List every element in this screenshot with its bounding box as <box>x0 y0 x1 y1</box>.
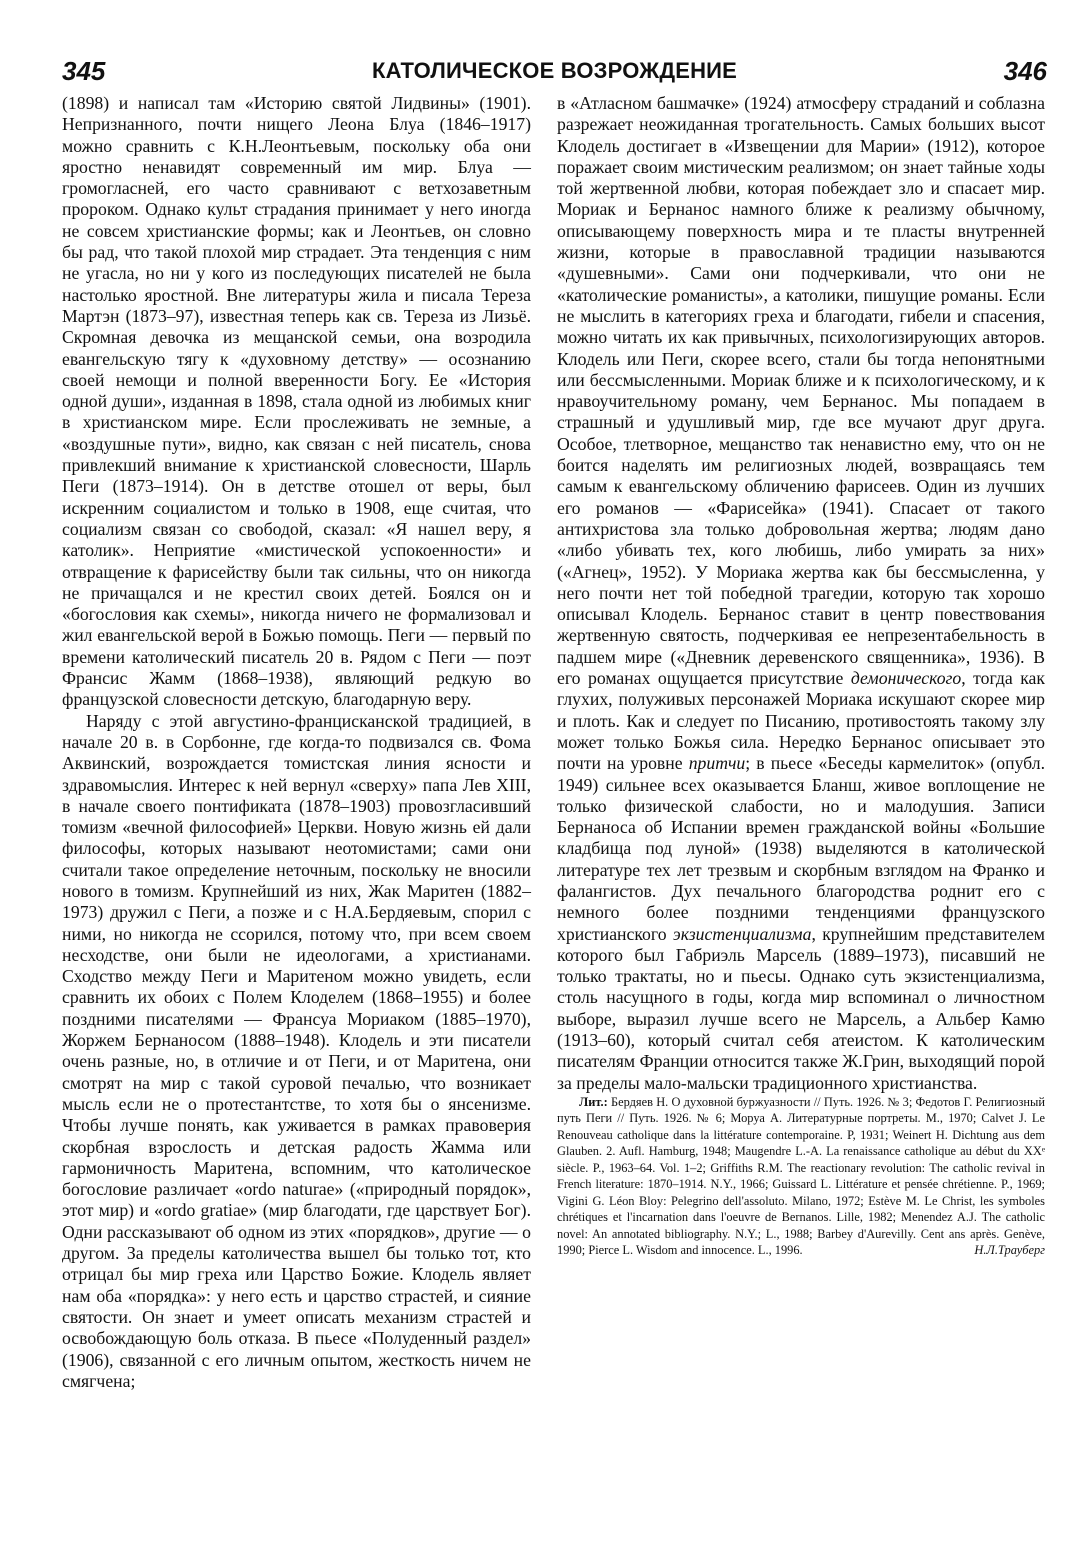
text-run: в «Атласном башмачке» (1924) атмосферу страданий и соблазна разрежает неожиданная трогательность. Самых больших высот Клодель достигает в «Извещении для Марии» (1912), которое поражает своим мистическим реализмом; он знает тайные ходы той жертвенной любви, которая побеждает зло и спасает мир. Мориак и Бернанос намного ближе к реализму обычному, описывающему поверхность мира и те пласты внутренней жизни, которые в православной традиции называются «душевными». Сами они подчеркивали, что они не «католические романисты», а католики, пишущие романы. Если не мыслить в категориях греха и благодати, гибели и спасения, можно читать их как привычных, психологизирующих авторов. Клодель или Пеги, скорее всего, стали бы тогда непонятными или бессмысленными. Мориак ближе и к психологическому, и к нравоучительному роману, чем Бернанос. Мы попадаем в страшный и удушливый мир, где все мучают друг друга. Особое, тлетворное, мещанство так ненавистно ему, что он не боится наделять им религиозных людей, возвращаясь тем самым к евангельскому обличению фарисеев. Один из лучших его романов — «Фарисейка» (1941). Спасает от такого антихристова зла только добровольная жертва; людям дано «либо убивать тех, кого любишь, либо умирать за них» («Агнец», 1952). У Мориака жертва как бы бессмысленна, у него почти нет той победной трагедии, которую так хорошо описывал Клодель. Бернанос ставит в центр повествования жертвенную святость, подчеркивая ее непрезентабельность в падшем мире («Дневник деревенского священника», 1936). В его романах ощущается присутствие <box>557 93 1045 689</box>
italic-term: демонического <box>850 668 962 689</box>
article-author: Н.Л.Трауберг <box>974 1243 1045 1258</box>
right-column <box>557 93 1045 1259</box>
text-run: , тогда как глухих, полуживых персонажей Мориака искушают скорее мир и плоть. Как и следует по Писанию, противостоять такому злу может только Божья сила. Нередко Бернанос описывает это почти на уровне <box>557 668 1045 774</box>
paragraph-claudel-mauriac-bernanos <box>557 93 1045 1094</box>
italic-term: притчи <box>688 753 746 774</box>
paragraph-neothomism: Наряду с этой августино-францисканской традицией, в начале 20 в. в Сорбонне, где когда-то подвизался св. Фома Аквинский, возрождается томистская линия ясности и здравомыслия. Интерес к ней вернул «сверху» папа Лев XIII, в начале своего понтификата (1878–1903) провозгласивший томизм «вечной философией» Церкви. Новую жизнь ей дали философы, которых называют неотомистами; сами они считали такое определение неточным, поскольку не вносили нового в томизм. Крупнейший из них, Жак Маритен (1882–1973) дружил с Пеги, а позже и с Н.А.Бердяевым, спорил с ними, но никогда не ссорился, потому что, при всем своем несходстве, они были не идеологами, а христианами. Сходство между Пеги и Маритеном можно увидеть, если сравнить их обоих с Полем Клоделем (1868–1955) и более поздними писателями — Франсуа Мориаком (1885–1970), Жоржем Бернаносом (1888–1948). Клодель и эти писатели очень разные, но, в отличие и от Пеги, и от Маритена, они смотрят на мир с такой суровой печалью, что возникает мысль если не о протестантстве, то хотя бы о янсенизме. Чтобы лучше понять, как уживается в рамках правоверия скорбная взрослость и детская радость Жамма или гармоничность Маритена, вспомним, что католическое богословие различает «ordo naturae» («природный порядок», этот мир) и «ordo gratiae» (мир благодати, где царствует Бог). Одни рассказывают об одном из этих «порядков», другие — о другом. За пределы католичества вышел бы только тот, кто отрицал бы мир греха или Царство Божие. Клодель являет нам оба «порядка»: у него есть и царство страстей, и сияние святости. Он знает и умеет описать механизм страстей и освобождающую боль отказа. В пьесе «Полуденный раздел» (1906), связанной с его личным опытом, жесткость ничем не смягчена; <box>62 710 531 1391</box>
bibliography <box>557 1094 1045 1259</box>
text-run: , крупнейшим представителем которого был Габриэль Марсель (1889–1973), писавший не только трактаты, но и пьесы. Однако суть экзистенциализма, столь насущного в годы, когда мир вспоминал о личностном выборе, выразил лучше всего не Марсель, а Альбер Камю (1913–60), который считал себя атеистом. К католическим писателям Франции относится также Ж.Грин, выходящий порой за пределы мало-мальски традиционного христианства. <box>557 923 1045 1093</box>
bibliography-text: Бердяев Н. О духовной буржуазности // Путь. 1926. № 3; Федотов Г. Религиозный путь Пеги // Путь. 1926. № 6; Моруа А. Литературные портреты. М., 1970; Calvet J. Le Renouveau catholique dans la littérature contemporaine. P, 1931; Weinert H. Dichtung aus dem Glauben. 2. Aufl. Hamburg, 1948; Maugendre L.-A. La renaissance catholique au début du XXᵉ siècle. P., 1963–64. Vol. 1–2; Griffiths R.M. The reactionary revolution: The catholic revival in French literature: 1870–1914. N.Y., 1966; Guissard L. Littérature et pensée chrétienne. P., 1969; Vigini G. Léon Bloy: Pelegrino dell'assoluto. Milano, 1972; Estève M. Le Christ, les symboles chrétiques et l'incarnation dans l'oeuvre de Bernanos. Lille, 1982; Menendez A.J. The catholic novel: An annotated bibliography. N.Y.; L., 1988; Barbey d'Aurevilly. Cent ans après. Genève, 1990; Pierce L. Wisdom and innocence. L., 1996. <box>557 1094 1045 1258</box>
page-number-right: 346 <box>1003 56 1047 86</box>
running-title: КАТОЛИЧЕСКОЕ ВОЗРОЖДЕНИЕ <box>371 58 738 83</box>
text-run: ; в пьесе «Беседы кармелиток» (опубл. 1949) сильнее всех оказывается Бланш, живое воплощение не только физической слабости, но и малодушия. Записи Бернаноса об Испании времен гражданской войны «Большие кладбища под луной» (1938) выделяются в католической литературе тех лет трезвым и скорбным взглядом на Франко и фалангистов. Дух печального благородства роднит его с немного более поздними тенденциями французского христианского <box>557 753 1045 944</box>
left-column <box>62 93 531 1392</box>
page-header <box>62 56 1047 90</box>
italic-term: экзистенциализма <box>672 923 812 944</box>
bibliography-label: Лит.: <box>579 1094 608 1109</box>
page-number-left: 345 <box>62 56 106 86</box>
paragraph-continued: (1898) и написал там «Историю святой Лидвины» (1901). Непризнанного, почти нищего Леона Блуа (1846–1917) можно сравнить с К.Н.Леонтьевым, поскольку оба они яростно ненавидят современный им мир. Блуа — громогласней, его часто сравнивают с ветхозаветным пророком. Однако культ страдания принимает у него иногда не совсем христианские формы; как и Леонтьев, он словно бы рад, что такой плохой мир страдает. Эта тенденция с ним не угасла, но ни у кого из последующих писателей не была настолько яростной. Вне литературы жила и писала Тереза Мартэн (1873–97), известная теперь как св. Тереза из Лизьё. Скромная девочка из мещанской семьи, она возродила евангельскую тягу к «духовному детству» — осознанию своей немощи и полной вверенности Богу. Ее «История одной души», изданная в 1898, стала одной из любимых книг в христианском мире. Если прослеживать не земные, а «воздушные пути», видно, как связан с ней писатель, снова привлекший внимание к христианской словесности, Шарль Пеги (1873–1914). Он в детстве отошел от веры, был искренним социалистом и только в 1908, еще считая, что социализм связан со свободой, сказал: «Я нашел веру, я католик». Неприятие «мистической успокоенности» и отвращение к фарисейству были так сильны, что он никогда не причащался и не крестил своих детей. Боялся он и «богословия как схемы», никогда ничего не формализовал и жил евангельской верой в Божью помощь. Пеги — первый по времени католический писатель 20 в. Рядом с Пеги — поэт Франсис Жамм (1868–1938), являющий редкую во французской словесности детскую, благодарную веру. <box>62 93 531 710</box>
